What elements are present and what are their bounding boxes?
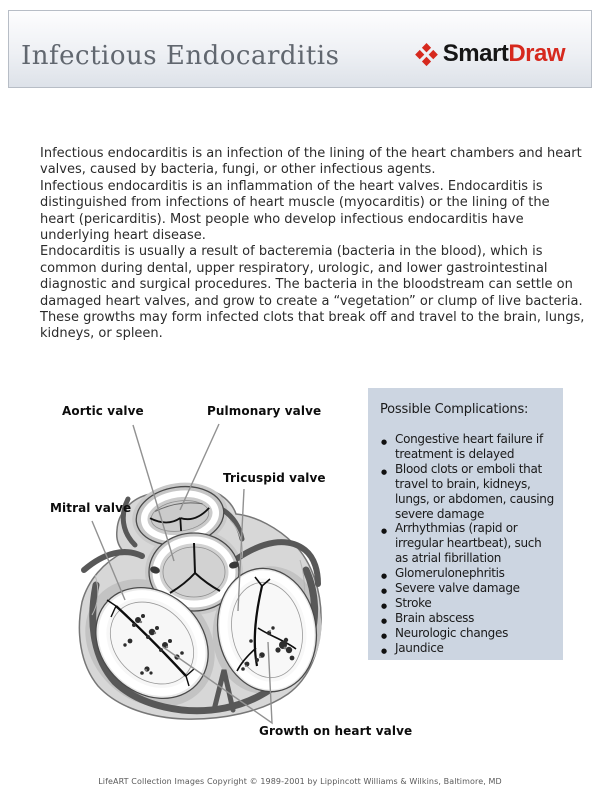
intro-paragraph: Infectious endocarditis is an infection of the lining of the heart chambers and heart valves, caused by bacteria, fungi, or other infectious agents.: [40, 146, 582, 178]
complication-item: ● Jaundice: [380, 641, 555, 656]
complications-panel: [368, 388, 563, 660]
complication-item: ● Neurologic changes: [380, 626, 555, 641]
pulmonary-valve-label: Pulmonary valve: [207, 404, 322, 418]
tricuspid-valve-label: Tricuspid valve: [223, 471, 326, 485]
intro-text: [40, 146, 588, 343]
page-title: Infectious Endocarditis: [21, 41, 340, 71]
intro-paragraph: Endocarditis is usually a result of bacteremia (bacteria in the blood), which is common during dental, upper respiratory, urologic, and lower gastrointestinal diagnostic and surgical procedures. The bacteria in the bloodstream can settle on damaged heart valves, and grow to create a “vegetation” or clump of live bacteria. These growths may form infected clots that break off and travel to the brain, lungs, kidneys, or spleen.: [40, 244, 585, 342]
complication-item: ● Stroke: [380, 596, 555, 611]
complication-item: ● Blood clots or emboli that travel to brain, kidneys, lungs, or abdomen, causing severe damage: [380, 462, 555, 522]
complication-item: ● Arrhythmias (rapid or irregular heartbeat), such as atrial fibrillation: [380, 521, 555, 566]
logo-smart-text: Smart: [442, 40, 509, 67]
aortic-valve-label: Aortic valve: [62, 404, 144, 418]
complication-item: ● Glomerulonephritis: [380, 566, 555, 581]
growth-label: Growth on heart valve: [259, 724, 413, 738]
header-banner: [8, 10, 592, 88]
complication-item: ● Brain abscess: [380, 611, 555, 626]
logo-wordmark: [443, 40, 565, 68]
copyright-footer: LifeART Collection Images Copyright © 1989-2001 by Lippincott Williams & Wilkins, Baltimore, MD: [98, 777, 502, 786]
mitral-valve-label: Mitral valve: [50, 501, 132, 515]
complication-item: ● Congestive heart failure if treatment is delayed: [380, 432, 555, 462]
intro-paragraph: Infectious endocarditis is an inflammation of the heart valves. Endocarditis is distinguished from infections of heart muscle (myocarditis) or the lining of the heart (pericarditis). Most people who develop infectious endocarditis have underlying heart disease.: [40, 178, 550, 244]
complications-list: [380, 432, 555, 656]
smartdraw-logo: [414, 30, 565, 68]
logo-draw-text: Draw: [508, 40, 565, 67]
complication-item: ● Severe valve damage: [380, 581, 555, 596]
complications-title: Possible Complications:: [380, 402, 529, 417]
diamonds-icon: [414, 42, 439, 67]
